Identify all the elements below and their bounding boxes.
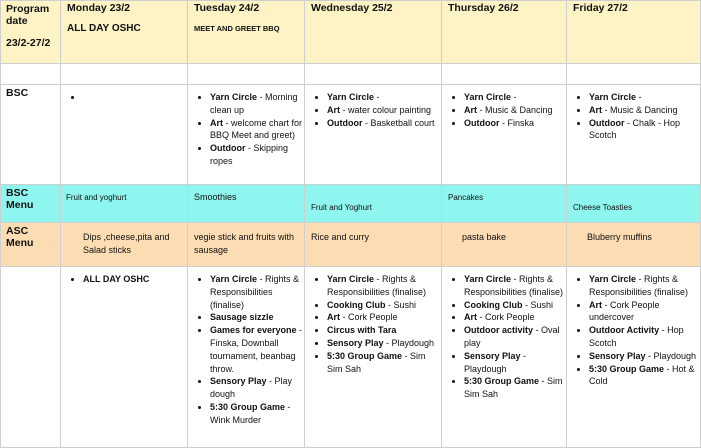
activity-item	[464, 324, 566, 350]
activity-item	[464, 104, 566, 117]
activity-item	[327, 324, 441, 337]
activity-title: Outdoor activity	[464, 325, 534, 336]
day-name: Wednesday 25/2	[311, 2, 393, 14]
day-header-monday	[61, 1, 188, 64]
activity-title: Outdoor	[464, 117, 500, 128]
activity-title: Yarn Circle	[210, 274, 258, 284]
asc-menu-wednesday	[305, 223, 442, 267]
activity-item	[210, 273, 304, 311]
activity-detail: - Cork People undercover	[589, 299, 660, 323]
activity-detail: - Play dough	[210, 376, 293, 400]
activity-detail: - Playdough	[383, 337, 435, 348]
menu-item: Smoothies	[194, 192, 237, 202]
day-note: MEET AND GREET BBQ	[194, 23, 280, 33]
day-header-wednesday	[305, 1, 442, 64]
bsc-menu-tuesday	[188, 185, 305, 223]
menu-item: Dips ,cheese,pita and Salad sticks	[83, 232, 170, 255]
asc-menu-label: ASC Menu	[6, 225, 34, 249]
activity-list	[305, 85, 441, 129]
bsc-menu-row	[1, 185, 701, 223]
activity-title: Sensory Play	[589, 350, 646, 361]
asc-activities-friday	[567, 267, 701, 448]
activity-item	[464, 117, 566, 130]
activity-title: Outdoor	[327, 117, 363, 128]
activity-title: Yarn Circle	[464, 274, 512, 284]
asc-activities-thursday	[442, 267, 567, 448]
activity-detail: - Rights & Responsibilities (finalise)	[589, 274, 689, 297]
activity-item	[327, 104, 441, 117]
menu-item: vegie stick and fruits with sausage	[194, 232, 295, 255]
activity-detail: - Rights & Responsibilities (finalise)	[210, 274, 300, 310]
day-name: Friday 27/2	[573, 2, 628, 14]
menu-item: Rice and curry	[311, 232, 370, 242]
activity-detail: - Finska	[499, 117, 535, 128]
activity-detail: - Music & Dancing	[602, 104, 678, 115]
spacer-row	[1, 64, 701, 85]
activity-title: Outdoor Activity	[589, 325, 660, 336]
bsc-activities-thursday	[442, 85, 567, 185]
activity-title: Circus with Tara	[327, 325, 397, 336]
activity-detail: -	[636, 92, 642, 102]
activity-item	[327, 311, 441, 324]
asc-label-cell	[1, 267, 61, 448]
day-name: Thursday 26/2	[448, 2, 519, 14]
menu-item: pasta bake	[462, 232, 507, 242]
activity-list	[305, 267, 441, 375]
activity-detail: - Rights & Responsibilities (finalise)	[327, 274, 427, 297]
activity-detail: - Music & Dancing	[477, 104, 553, 115]
activity-item	[210, 311, 304, 324]
activity-title: Art	[327, 312, 340, 323]
day-header-tuesday	[188, 1, 305, 64]
asc-menu-friday	[567, 223, 701, 267]
activity-title: Games for everyone	[210, 325, 297, 336]
activity-item	[327, 91, 441, 104]
activity-title: 5:30 Group Game	[327, 350, 403, 361]
activity-list	[61, 267, 187, 286]
activity-detail: - Playdough	[464, 350, 527, 374]
bsc-menu-label-cell	[1, 185, 61, 223]
asc-menu-thursday	[442, 223, 567, 267]
activity-item	[589, 273, 700, 299]
activity-title: Art	[589, 299, 602, 310]
activity-title: Outdoor	[589, 117, 625, 128]
activity-detail: - Morning clean up	[210, 92, 298, 115]
activity-title: Yarn Circle	[210, 92, 258, 102]
menu-item: Pancakes	[448, 193, 484, 202]
menu-item: Bluberry muffins	[587, 232, 652, 242]
activity-item	[589, 117, 700, 143]
activity-item	[589, 363, 700, 389]
activity-item	[464, 375, 566, 401]
activity-title: Sensory Play	[327, 337, 384, 348]
activity-detail: - Oval play	[464, 325, 560, 348]
activity-title: Yarn Circle	[327, 274, 375, 284]
activity-item	[210, 117, 304, 143]
activity-title: Art	[464, 312, 477, 323]
activity-title: Art	[589, 104, 602, 115]
activity-list	[442, 267, 566, 401]
activity-detail: - Cork People	[340, 312, 398, 323]
activity-title: Outdoor	[210, 143, 246, 154]
bsc-menu-label: BSC Menu	[6, 187, 34, 211]
activity-detail: - Hot & Cold	[589, 363, 695, 387]
activity-detail: -	[511, 92, 517, 102]
activity-item	[210, 375, 304, 401]
bsc-menu-thursday	[442, 185, 567, 223]
activity-item	[589, 350, 700, 363]
activity-list	[188, 85, 304, 168]
activity-item	[210, 91, 304, 117]
activity-title: Art	[464, 104, 477, 115]
bsc-activities-friday	[567, 85, 701, 185]
activity-detail: - welcome chart for BBQ Meet and greet)	[210, 117, 303, 141]
activity-detail: - Rights & Responsibilities (finalise)	[464, 274, 564, 297]
activity-detail: - Wink Murder	[210, 401, 291, 425]
empty-cell	[188, 64, 305, 85]
asc-row	[1, 267, 701, 448]
activity-item	[464, 91, 566, 104]
empty-cell	[567, 64, 701, 85]
activity-detail: - Sushi	[522, 299, 554, 310]
activity-detail: - Hop Scotch	[589, 325, 684, 348]
empty-cell	[61, 64, 188, 85]
menu-item: Cheese Toasties	[573, 203, 632, 212]
day-note: ALL DAY OSHC	[67, 22, 141, 34]
activity-item	[210, 401, 304, 427]
activity-detail: - Playdough	[645, 350, 697, 361]
asc-menu-monday	[61, 223, 188, 267]
asc-menu-label-cell	[1, 223, 61, 267]
activity-item	[464, 311, 566, 324]
activity-title: Art	[327, 104, 340, 115]
activity-title: Yarn Circle	[589, 274, 637, 284]
day-name: Monday 23/2	[67, 2, 131, 14]
empty-cell	[1, 64, 61, 85]
day-header-friday	[567, 1, 701, 64]
empty-cell	[305, 64, 442, 85]
activity-title: Cooking Club	[464, 299, 523, 310]
activity-title: Yarn Circle	[327, 92, 375, 102]
bsc-label: BSC	[6, 87, 29, 99]
activity-item	[327, 350, 441, 376]
activity-item	[327, 299, 441, 312]
asc-activities-tuesday	[188, 267, 305, 448]
activity-item	[83, 91, 187, 104]
activity-title: Sensory Play	[464, 350, 521, 361]
asc-menu-row	[1, 223, 701, 267]
activity-title: Yarn Circle	[464, 92, 512, 102]
activity-title: Sausage sizzle	[210, 312, 274, 323]
activity-list	[442, 85, 566, 129]
activity-detail: - Cork People	[477, 312, 535, 323]
activity-item	[464, 299, 566, 312]
activity-detail: - Skipping ropes	[210, 143, 289, 166]
program-date-cell	[1, 1, 61, 64]
activity-item	[589, 104, 700, 117]
bsc-menu-friday	[567, 185, 701, 223]
activity-detail: - Sim Sim Sah	[327, 350, 426, 374]
activity-item	[464, 273, 566, 299]
asc-activities-wednesday	[305, 267, 442, 448]
bsc-activities-tuesday	[188, 85, 305, 185]
bsc-row	[1, 85, 701, 185]
activity-item	[210, 324, 304, 375]
activity-list	[188, 267, 304, 427]
day-name: Tuesday 24/2	[194, 2, 260, 14]
activity-item	[464, 350, 566, 376]
bsc-menu-monday	[61, 185, 188, 223]
activity-item	[589, 299, 700, 325]
asc-menu-tuesday	[188, 223, 305, 267]
activity-item	[327, 337, 441, 350]
activity-detail: - Basketball court	[362, 117, 435, 128]
activity-title: 5:30 Group Game	[210, 401, 286, 412]
activity-title: 5:30 Group Game	[464, 376, 540, 387]
activity-list	[61, 85, 187, 104]
activity-detail: -	[374, 92, 380, 102]
bsc-activities-monday	[61, 85, 188, 185]
activity-title: ALL DAY OSHC	[83, 274, 150, 284]
activity-item	[589, 324, 700, 350]
empty-cell	[442, 64, 567, 85]
activity-item	[327, 117, 441, 130]
program-date-label	[1, 1, 60, 51]
menu-item: Fruit and Yoghurt	[311, 203, 372, 212]
activity-item	[210, 142, 304, 168]
bsc-label-cell	[1, 85, 61, 185]
activity-detail: - Sushi	[385, 299, 417, 310]
asc-activities-monday	[61, 267, 188, 448]
activity-item	[589, 91, 700, 104]
activity-list	[567, 85, 700, 142]
header-row	[1, 1, 701, 64]
activity-detail: - Sim Sim Sah	[464, 376, 563, 400]
activity-title: Yarn Circle	[589, 92, 637, 102]
activity-title: Sensory Play	[210, 376, 267, 387]
activity-title: Art	[210, 117, 223, 128]
activity-list	[567, 267, 700, 388]
activity-detail: - Chalk - Hop Scotch	[589, 117, 681, 141]
activity-detail: - water colour painting	[340, 104, 432, 115]
menu-item: Fruit and yoghurt	[66, 193, 127, 202]
activity-detail: - Finska, Downball tournament, beanbag throw.	[210, 325, 303, 374]
activity-item	[327, 273, 441, 299]
day-header-thursday	[442, 1, 567, 64]
activity-title: 5:30 Group Game	[589, 363, 665, 374]
program-date-range: 23/2-27/2	[6, 37, 51, 49]
bsc-menu-wednesday	[305, 185, 442, 223]
activity-title: Cooking Club	[327, 299, 386, 310]
program-date-title: Program date	[6, 3, 50, 27]
activity-item	[83, 273, 187, 286]
bsc-activities-wednesday	[305, 85, 442, 185]
